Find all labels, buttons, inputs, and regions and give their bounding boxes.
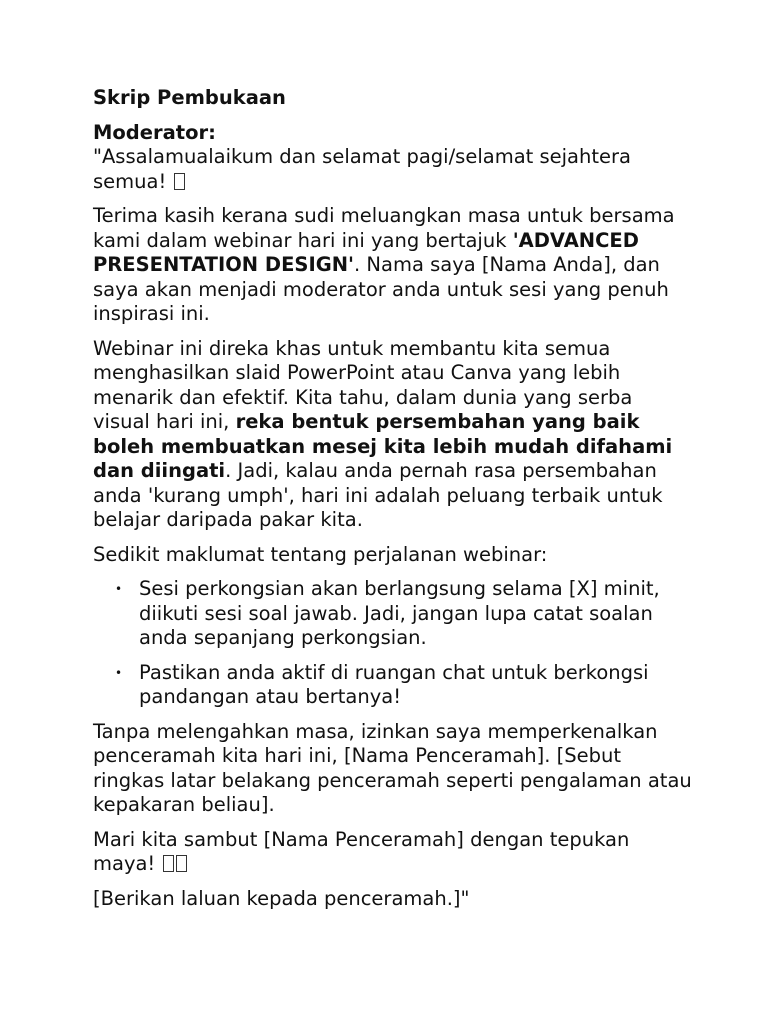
paragraph-purpose [93,337,693,533]
document-page [93,86,693,921]
emoji-placeholder-icon [174,173,185,190]
paragraph-purpose-emphasis: reka bentuk persembahan yang baik boleh membuatkan mesej kita lebih mudah difahami dan diingati [93,410,673,482]
list-item [115,577,693,651]
bullet-icon: • [115,582,123,596]
emoji-placeholder-icon [163,855,174,872]
list-item-text: Pastikan anda aktif di ruangan chat untuk berkongsi pandangan atau bertanya! [139,660,649,708]
paragraph-purpose-text-a: Webinar ini direka khas untuk membantu kita semua menghasilkan slaid PowerPoint atau Canva yang lebih menarik dan efektif. Kita tahu, dalam dunia yang serba visual hari ini, [93,336,633,433]
list-item-text: Sesi perkongsian akan berlangsung selama [X] minit, diikuti sesi soal jawab. Jadi, jangan lupa catat soalan anda sepanjang perkongsian. [139,577,660,649]
paragraph-speaker-intro: Tanpa melengahkan masa, izinkan saya memperkenalkan penceramah kita hari ini, [Nama Penceramah]. [Sebut ringkas latar belakang penceramah seperti pengalaman atau kepakaran beliau]. [93,719,692,816]
paragraph-intro [93,204,693,327]
webinar-info-list [93,577,693,710]
emoji-placeholder-icon [176,855,187,872]
document-title: Skrip Pembukaan [93,86,286,109]
paragraph-welcome [93,828,693,877]
moderator-label: Moderator: [93,120,216,144]
list-item [115,660,693,710]
paragraph-intro-text-c: . Nama saya [Nama Anda], dan saya akan menjadi moderator anda untuk sesi yang penuh inspirasi ini. [93,253,669,325]
bullet-icon: • [115,665,123,680]
webinar-title: 'ADVANCED PRESENTATION DESIGN' [93,228,639,276]
paragraph-purpose-text-c: . Jadi, kalau anda pernah rasa persembahan anda 'kurang umph', hari ini adalah peluang terbaik untuk belajar daripada pakar kita. [93,459,663,531]
greeting-block [93,121,693,195]
paragraph-flow-intro: Sedikit maklumat tentang perjalanan webinar: [93,542,548,566]
paragraph-intro-text-a: Terima kasih kerana sudi meluangkan masa untuk bersama kami dalam webinar hari ini yang bertajuk [93,204,675,252]
paragraph-welcome-text: Mari kita sambut [Nama Penceramah] dengan tepukan maya! [93,827,630,875]
greeting-text: "Assalamualaikum dan selamat pagi/selamat sejahtera semua! [93,145,631,193]
paragraph-handover: [Berikan laluan kepada penceramah.]" [93,886,470,910]
